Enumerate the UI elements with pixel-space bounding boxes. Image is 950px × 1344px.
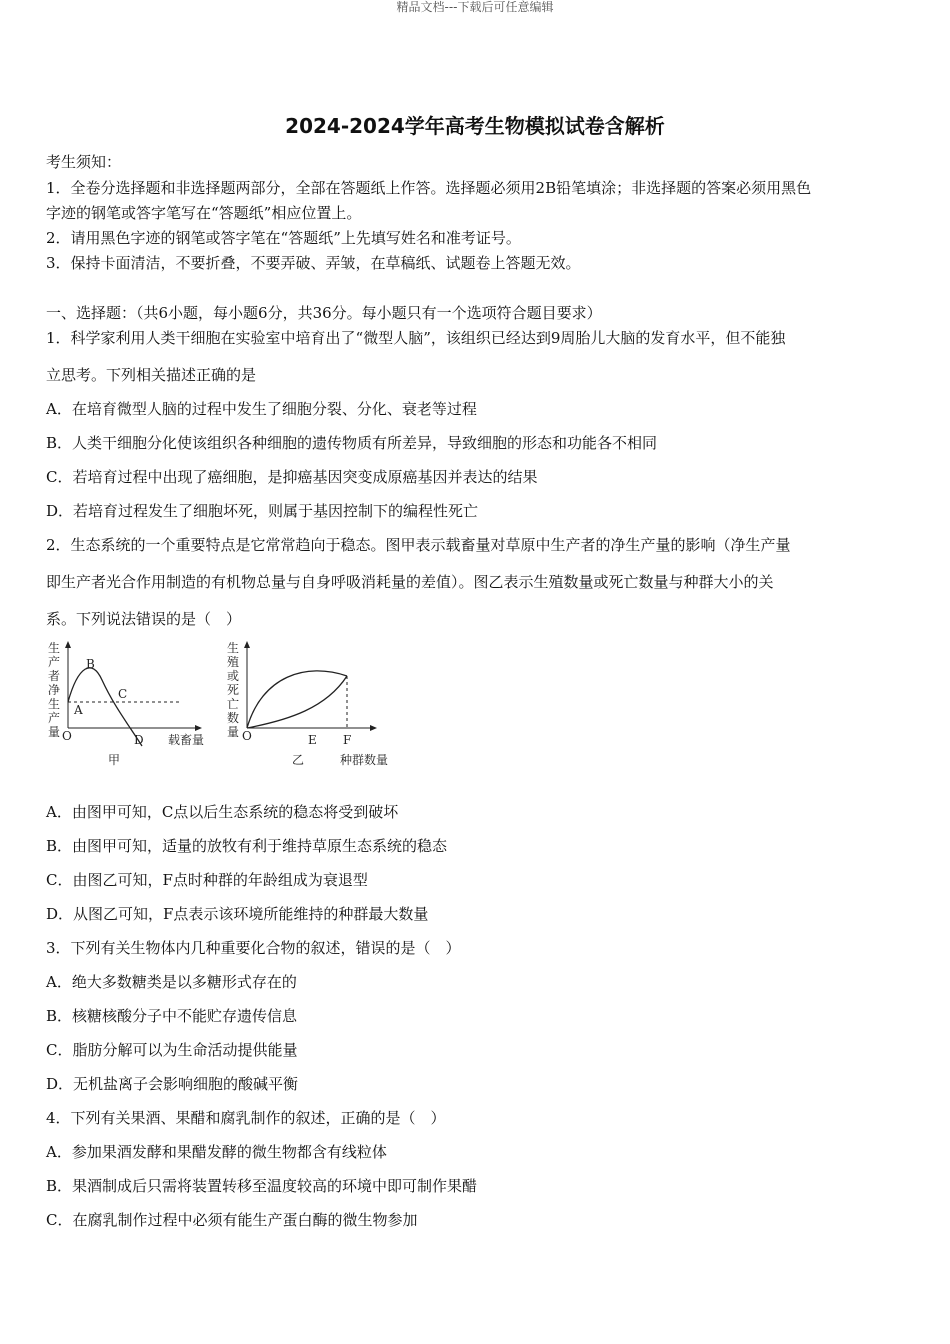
graph-yi-curve-birth — [247, 671, 347, 728]
q4-option-c: C．在腐乳制作过程中必须有能生产蛋白酶的微生物参加 — [46, 1211, 418, 1229]
q3-option-c: C．脂肪分解可以为生命活动提供能量 — [46, 1041, 298, 1059]
q2-option-d: D．从图乙可知，F点表示该环境所能维持的种群最大数量 — [46, 905, 429, 923]
q2-stem: 系。下列说法错误的是（ ） — [46, 610, 242, 628]
notice-item: 2．请用黑色字迹的钢笔或答字笔在“答题纸”上先填写姓名和准考证号。 — [46, 229, 521, 247]
graph-yi-xlabel: 种群数量 — [340, 753, 389, 767]
graph-jia-x-arrow — [195, 725, 202, 731]
q1-option-a: A．在培育微型人脑的过程中发生了细胞分裂、分化、衰老等过程 — [46, 400, 477, 418]
q4-option-b: B．果酒制成后只需将装置转移至温度较高的环境中即可制作果醋 — [46, 1177, 478, 1195]
section-heading: 一、选择题：（共6小题，每小题6分，共36分。每小题只有一个选项符合题目要求） — [46, 304, 602, 322]
q3-option-b: B．核糖核酸分子中不能贮存遗传信息 — [46, 1007, 298, 1025]
graph-yi-x-arrow — [370, 725, 377, 731]
q3-stem: 3．下列有关生物体内几种重要化合物的叙述，错误的是（ ） — [46, 939, 461, 957]
q2-option-b: B．由图甲可知，适量的放牧有利于维持草原生态系统的稳态 — [46, 837, 448, 855]
q1-option-d: D．若培育过程发生了细胞坏死，则属于基因控制下的编程性死亡 — [46, 502, 479, 520]
axis-label-char: 生 — [48, 697, 61, 711]
graph-jia-origin: O — [62, 729, 72, 743]
graph-jia-xlabel: 载畜量 — [168, 733, 205, 747]
graph-jia-caption: 甲 — [108, 753, 121, 767]
axis-label-char: 净 — [48, 683, 61, 697]
graph-yi-point-e: E — [308, 733, 317, 747]
q2-option-c: C．由图乙可知，F点时种群的年龄组成为衰退型 — [46, 871, 368, 889]
q3-option-d: D．无机盐离子会影响细胞的酸碱平衡 — [46, 1075, 299, 1093]
graph-jia-point-d: D — [134, 733, 144, 747]
axis-label-char: 者 — [48, 669, 61, 683]
q1-stem: 立思考。下列相关描述正确的是 — [46, 366, 257, 384]
q1-option-b: B．人类干细胞分化使该组织各种细胞的遗传物质有所差异，导致细胞的形态和功能各不相同 — [46, 434, 658, 452]
q2-stem: 即生产者光合作用制造的有机物总量与自身呼吸消耗量的差值）。图乙表示生殖数量或死亡数量与种群大小的关 — [46, 573, 774, 591]
graph-yi-point-f: F — [343, 733, 352, 747]
graph-yi-ylabel — [227, 640, 239, 739]
graph-jia — [48, 640, 204, 767]
notice-item: 字迹的钢笔或答字笔写在“答题纸”相应位置上。 — [46, 204, 362, 222]
axis-label-char: 产 — [48, 655, 61, 669]
graph-jia-point-b: B — [86, 657, 95, 671]
q4-stem: 4．下列有关果酒、果醋和腐乳制作的叙述，正确的是（ ） — [46, 1109, 446, 1127]
q2-figure-svg — [44, 636, 404, 776]
q1-stem: 1．科学家利用人类干细胞在实验室中培育出了“微型人脑”，该组织已经达到9周胎儿大脑的发育水平，但不能独 — [46, 329, 786, 347]
notice-item: 1．全卷分选择题和非选择题两部分，全部在答题纸上作答。选择题必须用2B铅笔填涂；非选择题的答案必须用黑色 — [46, 179, 812, 197]
axis-label-char: 产 — [48, 711, 61, 725]
graph-yi-caption: 乙 — [292, 753, 305, 767]
graph-yi-y-arrow — [244, 641, 250, 648]
notice-item: 3．保持卡面清洁，不要折叠，不要弄破、弄皱，在草稿纸、试题卷上答题无效。 — [46, 254, 581, 272]
q1-option-c: C．若培育过程中出现了癌细胞，是抑癌基因突变成原癌基因并表达的结果 — [46, 468, 538, 486]
axis-label-char: 数 — [227, 711, 240, 725]
graph-jia-y-arrow — [65, 641, 71, 648]
graph-yi-origin: O — [242, 729, 252, 743]
axis-label-char: 生 — [227, 641, 240, 655]
axis-label-char: 亡 — [227, 697, 240, 711]
q4-option-a: A．参加果酒发酵和果醋发酵的微生物都含有线粒体 — [46, 1143, 387, 1161]
graph-yi — [227, 640, 388, 767]
axis-label-char: 或 — [227, 669, 240, 683]
q3-option-a: A．绝大多数糖类是以多糖形式存在的 — [46, 973, 297, 991]
header-watermark: 精品文档---下载后可任意编辑 — [396, 0, 554, 14]
page-title: 2024-2024学年高考生物模拟试卷含解析 — [285, 114, 665, 138]
q2-figure — [44, 636, 404, 780]
graph-jia-point-a: A — [74, 703, 83, 717]
axis-label-char: 死 — [227, 683, 240, 697]
notice-heading: 考生须知： — [46, 153, 122, 171]
axis-label-char: 殖 — [227, 655, 240, 669]
axis-label-char: 量 — [48, 725, 61, 739]
graph-jia-point-c: C — [118, 687, 128, 701]
q2-option-a: A．由图甲可知，C点以后生态系统的稳态将受到破坏 — [46, 803, 399, 821]
axis-label-char: 生 — [48, 641, 61, 655]
axis-label-char: 量 — [227, 725, 240, 739]
graph-jia-ylabel — [48, 640, 60, 739]
q2-stem: 2．生态系统的一个重要特点是它常常趋向于稳态。图甲表示载畜量对草原中生产者的净生产量的影响（净生产量 — [46, 536, 791, 554]
graph-yi-curve-death — [247, 676, 347, 728]
